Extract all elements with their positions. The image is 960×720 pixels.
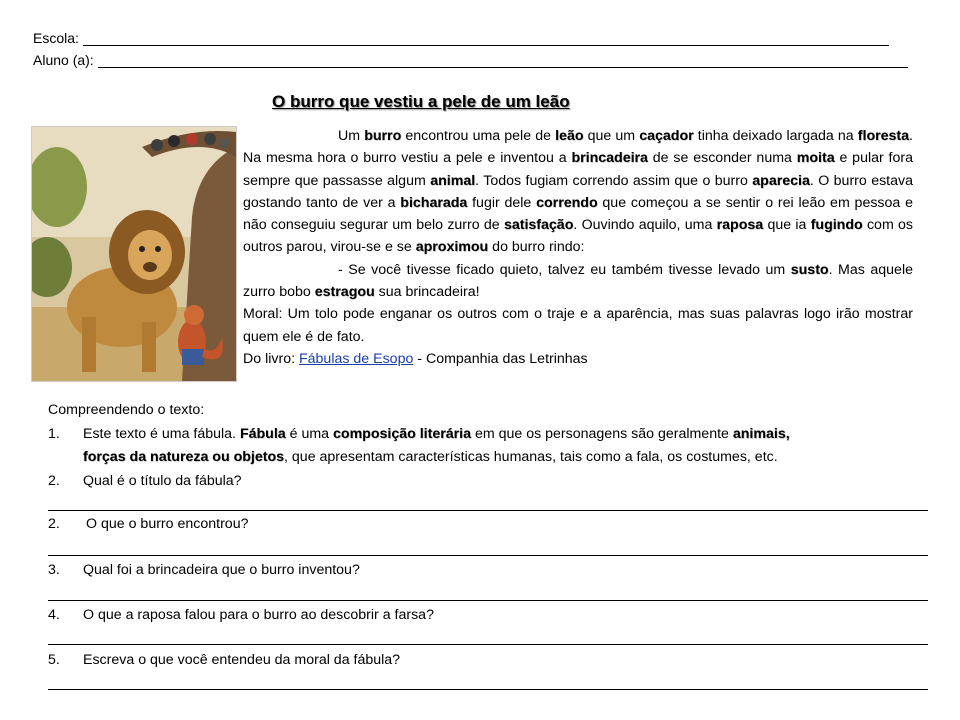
text-run: encontrou uma pele de: [401, 128, 556, 144]
text-run: tinha deixado largada na: [693, 128, 858, 144]
text-run: de se esconder numa: [647, 150, 797, 167]
aluno-field[interactable]: [33, 52, 908, 68]
text-run: que um: [583, 128, 640, 144]
page-title: O burro que vestiu a pele de um leão: [272, 92, 570, 111]
bold-word: animal: [430, 172, 476, 189]
text-run: que começou a se sentir o rei leão em pessoa e não conseguiu segurar um belo zurro de: [243, 194, 913, 234]
bold-word: Fábula: [239, 426, 286, 442]
source-suffix: - Companhia das Letrinhas: [413, 350, 588, 367]
question-3-text: O que o burro encontrou?: [86, 516, 249, 532]
answer-line-2[interactable]: [48, 555, 928, 556]
bold-word: correndo: [536, 194, 598, 211]
bold-word: raposa: [716, 217, 764, 234]
bold-word: aproximou: [415, 239, 489, 256]
bold-word: brincadeira: [571, 150, 648, 167]
source-book-link[interactable]: Fábulas de Esopo: [298, 350, 414, 367]
question-2-text: Qual é o título da fábula?: [83, 473, 242, 489]
answer-line-1[interactable]: [48, 510, 928, 511]
bold-word: susto: [790, 261, 829, 278]
fable-paragraph-2: [243, 259, 913, 304]
escola-field[interactable]: [33, 30, 889, 46]
bold-word: bicharada: [400, 194, 468, 211]
lion-donkey-illustration: [31, 126, 237, 382]
text-run: . Todos fugiam correndo assim que o burro: [475, 172, 753, 189]
question-2-number: 2.: [48, 473, 60, 489]
text-run: . Ouvindo aquilo, uma: [573, 217, 717, 234]
question-1-text-continued: [83, 449, 778, 465]
question-1-text: [83, 426, 790, 442]
question-1-number: 1.: [48, 426, 60, 442]
text-run: é uma: [285, 426, 334, 442]
question-3-number: 2.: [48, 516, 60, 532]
bold-word: animais,: [732, 426, 790, 442]
bold-word: caçador: [639, 128, 694, 144]
text-run: em que os personagens são geralmente: [471, 426, 733, 442]
fable-text: [243, 125, 913, 370]
bold-word: aparecia: [752, 172, 810, 189]
bold-word: fugindo: [810, 217, 863, 234]
text-run: do burro rindo:: [488, 239, 585, 256]
fable-paragraph-1: [243, 125, 913, 259]
source-prefix: Do livro:: [243, 350, 299, 367]
escola-blank-line[interactable]: [83, 31, 889, 46]
fable-moral: Moral: Um tolo pode enganar os outros com o traje e a aparência, mas suas palavras logo irão mostrar quem ele é de fato.: [243, 306, 913, 345]
text-run: e pular fora sempre que passasse algum: [243, 150, 914, 189]
text-run: Um: [338, 128, 365, 144]
escola-label: Escola:: [33, 30, 79, 46]
question-6-text: Escreva o que você entendeu da moral da fábula?: [83, 652, 401, 668]
answer-line-3[interactable]: [48, 600, 928, 601]
aluno-blank-line[interactable]: [98, 53, 908, 68]
question-4-number: 3.: [48, 562, 60, 578]
text-run: sua brincadeira!: [374, 284, 480, 301]
text-run: - Se você tivesse ficado quieto, talvez eu também tivesse levado um: [338, 261, 791, 278]
bold-word: burro: [364, 128, 402, 144]
text-run: com os outros parou, virou-se e se: [243, 217, 914, 256]
question-4-text: Qual foi a brincadeira que o burro inventou?: [83, 562, 360, 578]
bold-word: moita: [796, 150, 835, 167]
bold-word: forças da natureza ou objetos: [83, 449, 285, 465]
question-5-text: O que a raposa falou para o burro ao descobrir a farsa?: [83, 607, 434, 623]
answer-line-5[interactable]: [48, 689, 928, 690]
text-run: fugir dele: [467, 194, 537, 211]
answer-line-4[interactable]: [48, 644, 928, 645]
text-run: que ia: [763, 217, 811, 234]
question-6-number: 5.: [48, 652, 60, 668]
text-run: . O burro estava gostando tanto de ver a: [243, 172, 913, 211]
question-5-number: 4.: [48, 607, 60, 623]
bold-word: leão: [555, 128, 584, 144]
bold-word: floresta: [857, 128, 910, 144]
quiz-heading: Compreendendo o texto:: [48, 402, 205, 418]
bold-word: satisfação: [503, 217, 574, 234]
bold-word: composição literária: [333, 426, 472, 442]
text-run: Este texto é uma fábula.: [83, 426, 240, 442]
text-run: . Na mesma hora o burro vestiu a pele e inventou a: [243, 128, 913, 167]
aluno-label: Aluno (a):: [33, 52, 94, 68]
text-run: , que apresentam características humanas, tais como a fala, os costumes, etc.: [284, 449, 778, 465]
fable-source: [243, 348, 913, 370]
bold-word: estragou: [314, 284, 375, 301]
text-run: . Mas aquele zurro bobo: [243, 261, 913, 301]
